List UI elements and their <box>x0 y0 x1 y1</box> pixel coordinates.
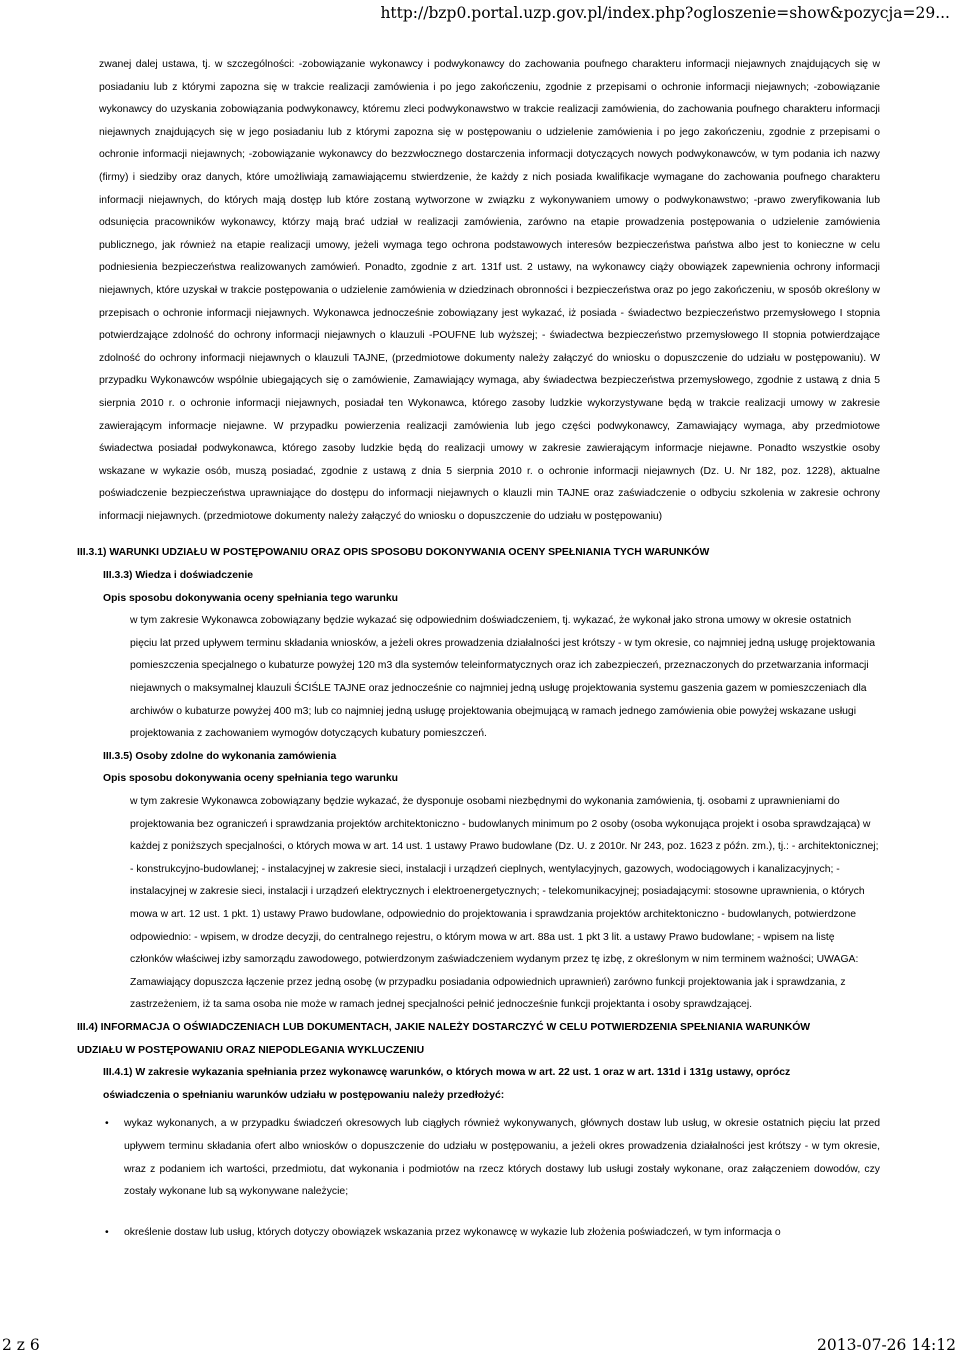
section-heading-3-4-1 <box>103 1062 884 1107</box>
personnel-requirement-text: w tym zakresie Wykonawca zobowiązany będzie wykazać, że dysponuje osobami niezbędnymi do wykonania zamówienia, tj. osobami z uprawnieniami do projektowania bez ograniczeń i sprawdzania projektów architektoniczno - budowlanych minimum po 2 osoby (osoba wykonująca projekt i osoba sprawdzająca) w każdej z poniższych specjalności, o których mowa w art. 14 ust. 1 ustawy Prawo budowlane (Dz. U. z 2010r. Nr 243, poz. 1623 z późn. zm.), tj.: - architektonicznej; - konstrukcyjno-budowlanej; - instalacyjnej w zakresie sieci, instalacji i urządzeń cieplnych, wentylacyjnych, gazowych, wodociągowych i kanalizacyjnych; - instalacyjnej w zakresie sieci, instalacji i urządzeń elektrycznych i elektroenergetycznych; - telekomunikacyjnej; posiadającymi: stosowne uprawnienia, o których mowa w art. 12 ust. 1 pkt. 1) ustawy Prawo budowlane, odpowiednio do projektowania i sprawdzania projektów architektoniczno - budowlanych, potwierdzone odpowiednio: - wpisem, w drodze decyzji, do centralnego rejestru, o którym mowa w art. 88a ust. 1 pkt 3 lit. a ustawy Prawo budowlane; - wpisem na listę członków właściwej izby samorządu zawodowego, potwierdzonym zaświadczeniem wydanym przez tę izbę, z określonym w nim terminem ważności; UWAGA: Zamawiający dopuszcza łączenie przez jedną osobę (w przypadku posiadania odpowiednich uprawnień) zarówno funkcji projektowania jak i sprawdzania, z zastrzeżeniem, iż ta sama osoba nie może w ramach jednej specjalności pełnić jednocześnie funkcji projektanta i osoby sprawdzającej. <box>130 796 879 1011</box>
intro-paragraph: zwanej dalej ustawa, tj. w szczególności: -zobowiązanie wykonawcy i podwykonawcy do zachowania poufnego charakteru informacji niejawnych znajdujących się w posiadaniu lub z którymi zapozna się w trakcie realizacji zamówienia i po jego zakończeniu, zgodnie z przepisami o ochronie informacji niejawnych; -zobowiązanie wykonawcy do uzyskania zobowiązania podwykonawcy, któremu zleci podwykonawstwo w trakcie realizacji zamówienia, do zachowania poufnego charakteru informacji niejawnych znajdujących się w jego posiadaniu lub z którymi zapozna się w postępowaniu o udzielenie zamówienia i po jego zakończeniu, zgodnie z przepisami o ochronie informacji niejawnych; -zobowiązanie wykonawcy do bezzwłocznego dostarczenia informacji dotyczących nowych podwykonawców, w tym podania ich nazwy (firmy) i siedziby oraz danych, które umożliwiają zamawiającemu stwierdzenie, że każdy z nich posiada kwalifikacje wymagane do zachowania poufnego charakteru informacji niejawnych, do których mają dostęp lub które zostaną wytworzone w związku z wykonywaniem umowy o podwykonawstwo; -prawo zweryfikowania lub odsunięcia pracowników wykonawcy, którzy mają brać udział w realizacji zamówienia, zarówno na etapie prowadzenia postępowania o udzielenie zamówienia publicznego, jak również na etapie realizacji umowy, jeżeli wymaga tego ochrona podstawowych interesów bezpieczeństwa państwa albo jest to konieczne w celu podniesienia bezpieczeństwa realizowanych zamówień. Ponadto, zgodnie z art. 131f ust. 2 ustawy, na wykonawcy ciąży obowiązek zapewnienia ochrony informacji niejawnych, które uzyskał w trakcie postępowania o udzielenie zamówienia w dziedzinach obronności i bezpieczeństwa oraz po jego zakończeniu, w sposób określony w przepisach o ochronie informacji niejawnych. Wykonawca jednocześnie zobowiązany jest wykazać, iż posiada - świadectwo bezpieczeństwo przemysłowego I stopnia potwierdzające zdolność do ochrony informacji niejawnych o klauzuli -POUFNE lub wyższej; - świadectwa bezpieczeństwo przemysłowego II stopnia potwierdzające zdolność do ochrony informacji niejawnych o klauzuli TAJNE, (przedmiotowe dokumenty należy załączyć do wniosku o dopuszczenie do udziału w postępowaniu). W przypadku Wykonawców wspólnie ubiegających się o zamówienie, Zamawiający wymaga, aby świadectwa bezpieczeństwa przemysłowego, zgodnie z ustawą z dnia 5 sierpnia 2010 r. o ochronie informacji niejawnych, posiadał ten Wykonawca, którego zasoby ludzkie wykorzystywane będą w trakcie realizacji umowy w zakresie zawierającym informacje niejawne. W przypadku powierzenia realizacji zamówienia lub jego części podwykonawcy, Zamawiający wymaga, aby przedmiotowe świadectwa posiadał podwykonawca, którego zasoby ludzkie będą do realizacji umowy w zakresie zawierającym informacje niejawne. Ponadto wszystkie osoby wskazane w wykazie osób, muszą posiadać, zgodnie z ustawą z dnia 5 sierpnia 2010 r. o ochronie informacji niejawnych (Dz. U. Nr 182, poz. 1228), aktualne poświadczenie bezpieczeństwa uprawniające do dostępu do informacji niejawnych o klauzli min TAJNE oraz zaświadczenie o odbyciu szkolenia w zakresie ochrony informacji niejawnych. (przedmiotowe dokumenty należy załączyć do wniosku o dopuszczenie do udziału w postępowaniu) <box>99 59 880 522</box>
section-heading-3-3-5: III.3.5) Osoby zdolne do wykonania zamówienia <box>103 750 337 762</box>
section-heading-3-4-1-line-1: III.4.1) W zakresie wykazania spełniania przez wykonawcę warunków, o których mowa w art. 22 ust. 1 oraz w art. 131d i 131g ustawy, oprócz <box>103 1067 791 1079</box>
documents-list <box>99 1113 880 1244</box>
list-item <box>105 1113 880 1203</box>
evaluation-method-label-2: Opis sposobu dokonywania oceny spełniania tego warunku <box>103 773 399 785</box>
page-counter: 2 z 6 <box>2 1336 40 1354</box>
page-url-header: http://bzp0.portal.uzp.gov.pl/index.php?ogloszenie=show&pozycja=29... <box>380 4 950 22</box>
print-timestamp: 2013-07-26 14:12 <box>817 1336 956 1354</box>
bullet-icon: • <box>105 1226 109 1238</box>
section-heading-3-3-3: III.3.3) Wiedza i doświadczenie <box>103 570 254 582</box>
section-heading-3-3-1: III.3.1) WARUNKI UDZIAŁU W POSTĘPOWANIU ORAZ OPIS SPOSOBU DOKONYWANIA OCENY SPEŁNIANIA TYCH WARUNKÓW <box>77 547 710 559</box>
bullet-icon: • <box>105 1118 109 1130</box>
experience-requirement-text: w tym zakresie Wykonawca zobowiązany będzie wykazać się odpowiednim doświadczeniem, tj. wykazać, że wykonał jako strona umowy w okresie ostatnich pięciu lat przed upływem terminu składania wniosków, a jeżeli okres prowadzenia działalności jest krótszy - w tym okresie, co najmniej jedną usługę projektowania pomieszczenia specjalnego o kubaturze powyżej 120 m3 dla systemów teleinformatycznych oraz ich zabezpieczeń, przeznaczonych do przetwarzania informacji niejawnych o maksymalnej klauzuli ŚCIŚLE TAJNE oraz jednocześnie co najmniej jedną usługę projektowania systemu gaszenia gazem w pomieszczeniach dla archiwów o kubaturze powyżej 400 m3; lub co najmniej jedną usługę projektowania obejmującą w ramach jednego zamówienia obie powyżej wskazane usługi projektowania z zachowaniem wymogów dotyczących kubatury pomieszczeń. <box>130 615 876 740</box>
list-item-text: wykaz wykonanych, a w przypadku świadczeń okresowych lub ciągłych również wykonywanych, głównych dostaw lub usług, w okresie ostatnich pięciu lat przed upływem terminu składania ofert albo wniosków o dopuszczenie do udziału w postępowaniu, a jeżeli okres prowadzenia działalności jest krótszy - w tym okresie, wraz z podaniem ich wartości, przedmiotu, dat wykonania i podmiotów na rzecz których dostawy lub usługi zostały wykonane, oraz załączeniem dowodów, czy zostały wykonane lub są wykonywane należycie; <box>124 1118 880 1198</box>
list-item-text: określenie dostaw lub usług, których dotyczy obowiązek wskazania przez wykonawcę w wykazie lub złożenia poświadczeń, w tym informacja o <box>124 1226 781 1238</box>
section-heading-3-4-line-1: III.4) INFORMACJA O OŚWIADCZENIACH LUB DOKUMENTACH, JAKIE NALEŻY DOSTARCZYĆ W CELU POTWIERDZENIA SPEŁNIANIA WARUNKÓW <box>77 1021 811 1033</box>
section-heading-3-4 <box>77 1017 880 1062</box>
section-heading-3-4-1-line-2: oświadczenia o spełnianiu warunków udziału w postępowaniu należy przedłożyć: <box>103 1089 505 1101</box>
document-content <box>77 54 880 1244</box>
section-heading-3-4-line-2: UDZIAŁU W POSTĘPOWANIU ORAZ NIEPODLEGANIA WYKLUCZENIU <box>77 1044 425 1056</box>
list-item <box>105 1222 880 1245</box>
evaluation-method-label-1: Opis sposobu dokonywania oceny spełniania tego warunku <box>103 592 399 604</box>
